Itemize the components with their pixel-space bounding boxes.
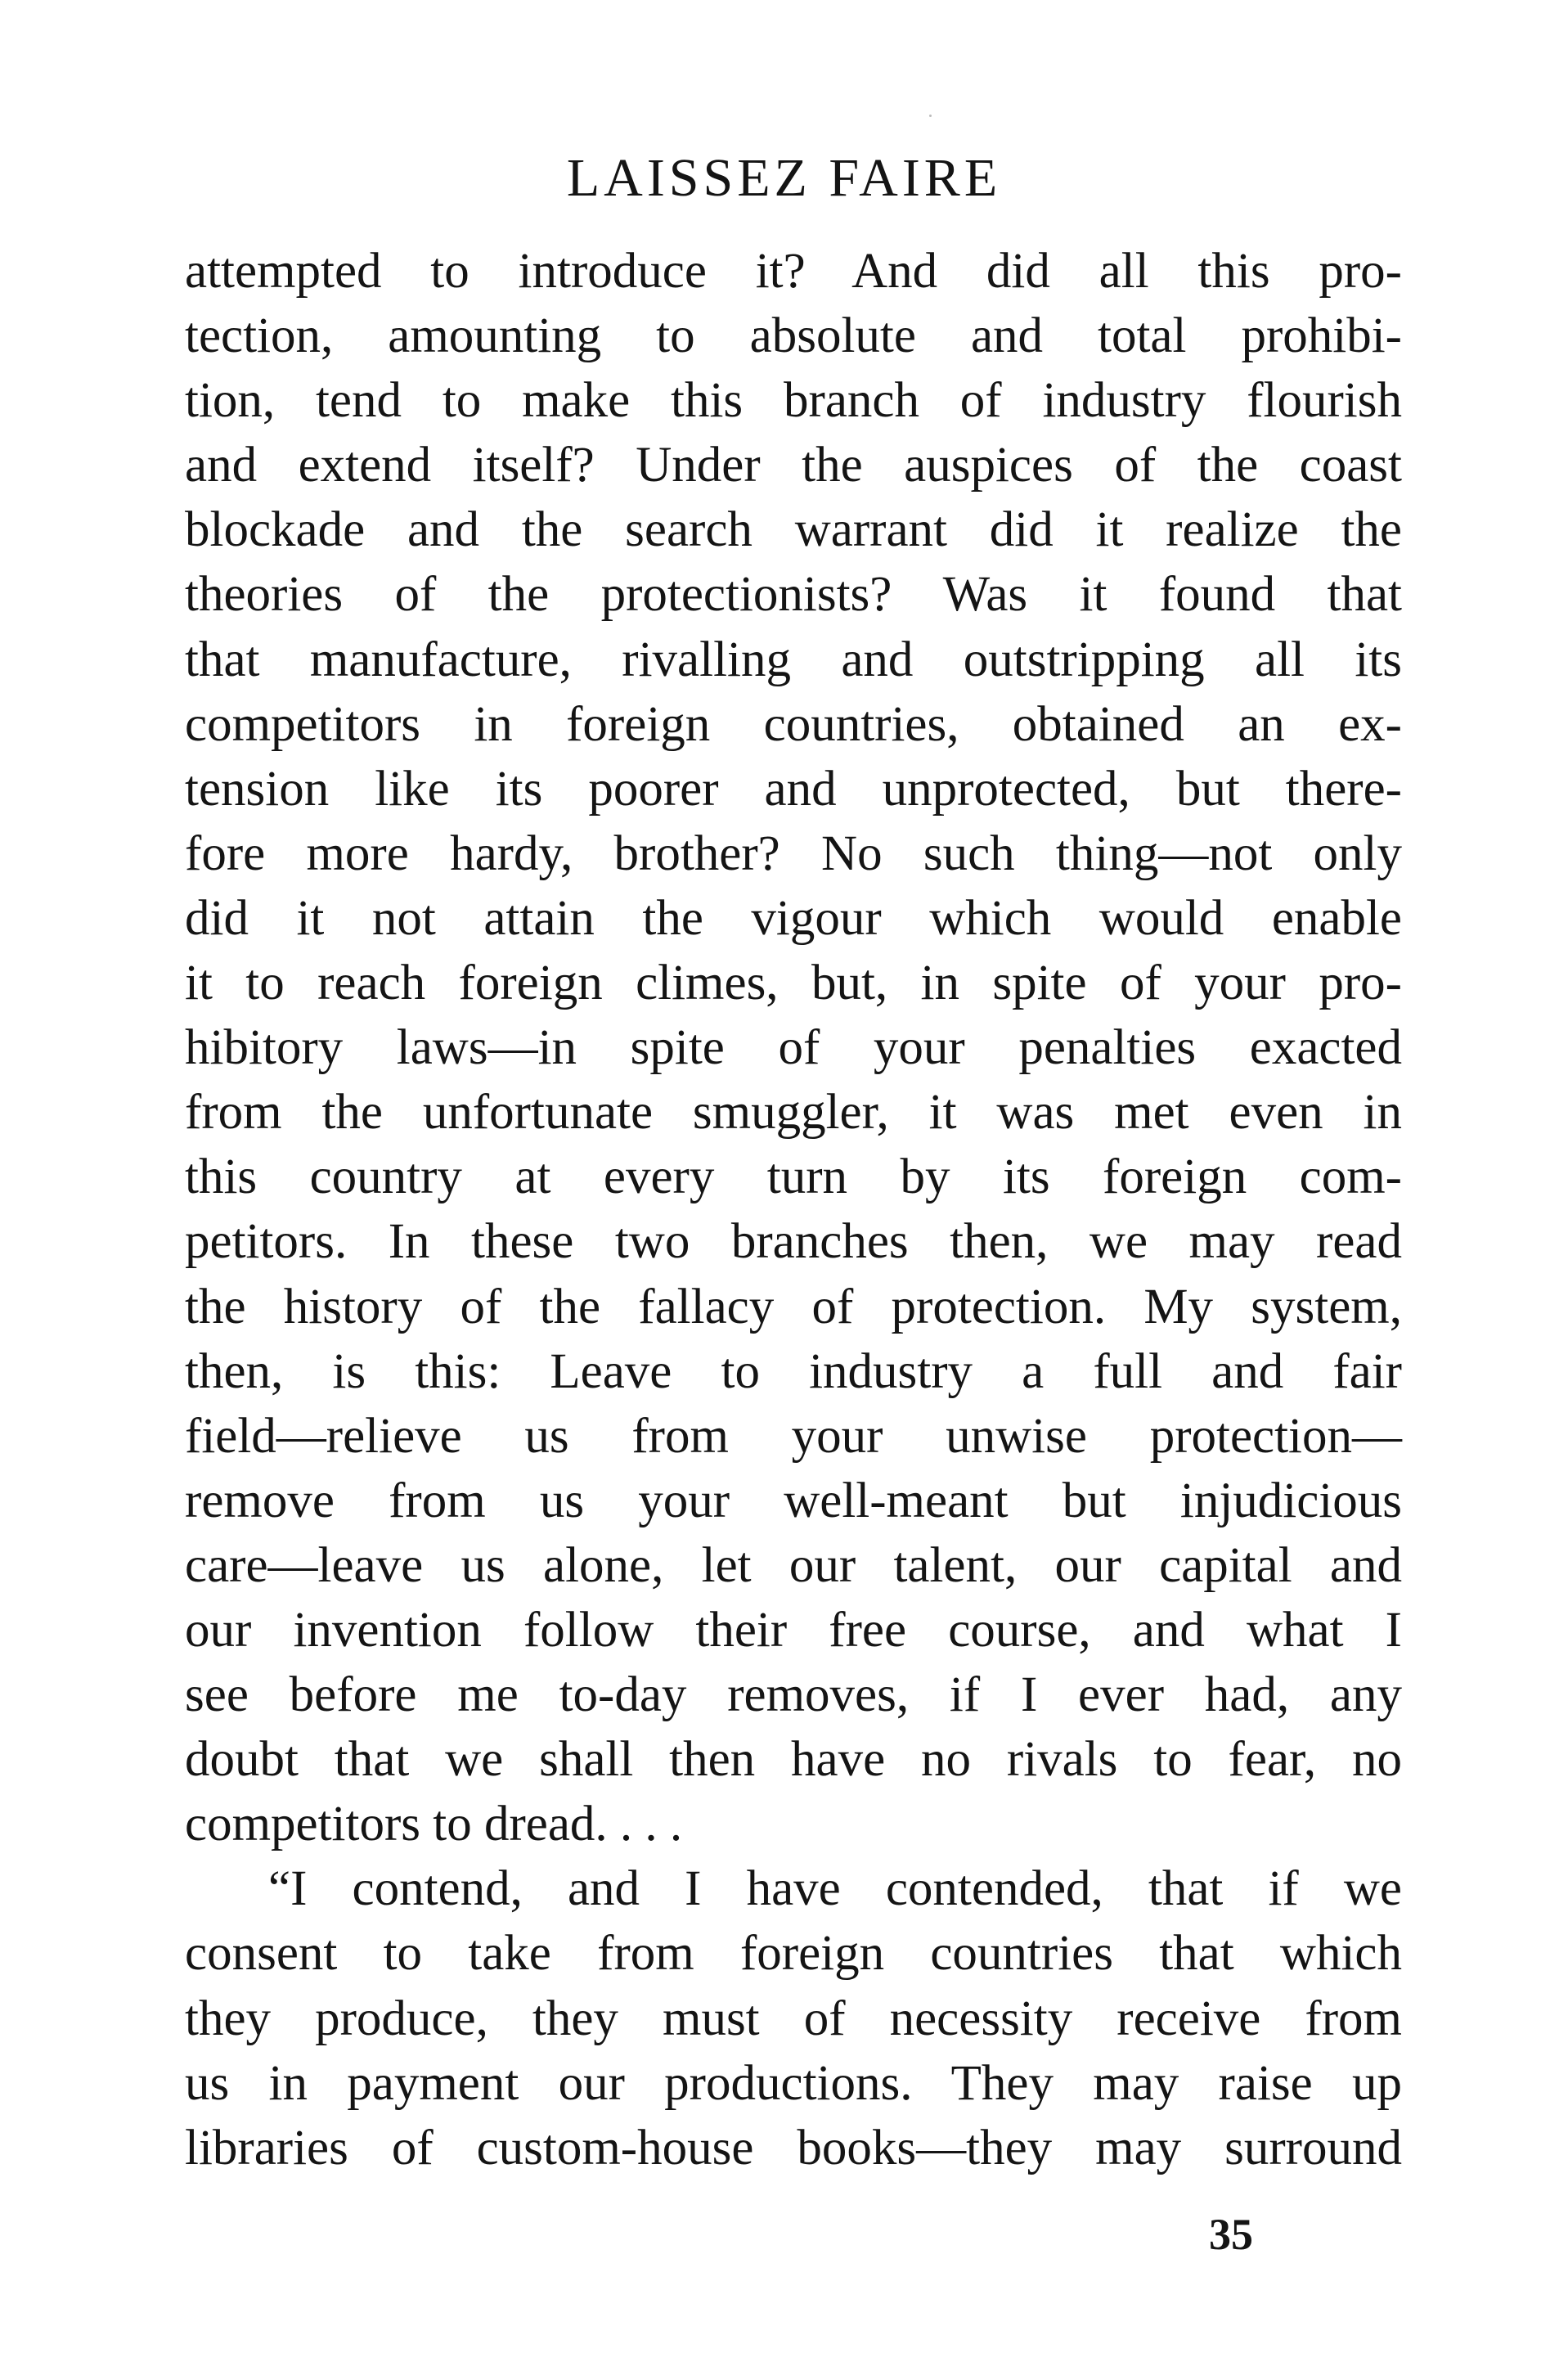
text-line: see before me to-day removes, if I ever had, any [185, 1667, 1402, 1723]
text-line: “I contend, and I have contended, that if we [268, 1861, 1402, 1917]
text-line: us in payment our productions. They may raise up [185, 2055, 1402, 2111]
text-line: fore more hardy, brother? No such thing—not only [185, 826, 1402, 881]
text-line: petitors. In these two branches then, we may read [185, 1214, 1402, 1270]
text-line: this country at every turn by its foreign com- [185, 1150, 1402, 1205]
text-line: then, is this: Leave to industry a full and fair [185, 1343, 1402, 1399]
text-line: doubt that we shall then have no rivals to fear, no [185, 1732, 1402, 1788]
text-line: hibitory laws—in spite of your penalties exacted [185, 1020, 1402, 1076]
text-line: tection, amounting to absolute and total prohibi- [185, 308, 1402, 364]
body-text [185, 239, 1402, 2180]
text-line: consent to take from foreign countries that which [185, 1926, 1402, 1982]
text-line: remove from us your well-meant but injudicious [185, 1473, 1402, 1528]
text-line: blockade and the search warrant did it realize the [185, 502, 1402, 558]
text-line: competitors to dread. . . . [185, 1797, 683, 1852]
text-line: attempted to introduce it? And did all this pro- [185, 244, 1402, 299]
text-line: tion, tend to make this branch of industry flourish [185, 373, 1402, 429]
text-line: that manufacture, rivalling and outstripping all its [185, 632, 1402, 687]
text-line: field—relieve us from your unwise protection— [185, 1408, 1402, 1464]
text-line: theories of the protectionists? Was it found that [185, 567, 1402, 623]
text-line: they produce, they must of necessity receive from [185, 1991, 1402, 2046]
text-line: did it not attain the vigour which would enable [185, 890, 1402, 946]
text-line: our invention follow their free course, and what I [185, 1602, 1402, 1658]
text-line: competitors in foreign countries, obtained an ex- [185, 696, 1402, 752]
running-head: LAISSEZ FAIRE [566, 148, 1002, 208]
print-speck [929, 115, 932, 117]
page-number: 35 [1209, 2210, 1253, 2259]
text-line: from the unfortunate smuggler, it was met even in [185, 1085, 1402, 1141]
text-line: libraries of custom-house books—they may surround [185, 2120, 1402, 2175]
text-line: it to reach foreign climes, but, in spite of your pro- [185, 956, 1402, 1011]
text-line: care—leave us alone, let our talent, our capital and [185, 1537, 1402, 1593]
text-line: the history of the fallacy of protection. My system, [185, 1279, 1402, 1334]
text-line: tension like its poorer and unprotected, but there- [185, 761, 1402, 817]
text-line: and extend itself? Under the auspices of the coast [185, 438, 1402, 493]
